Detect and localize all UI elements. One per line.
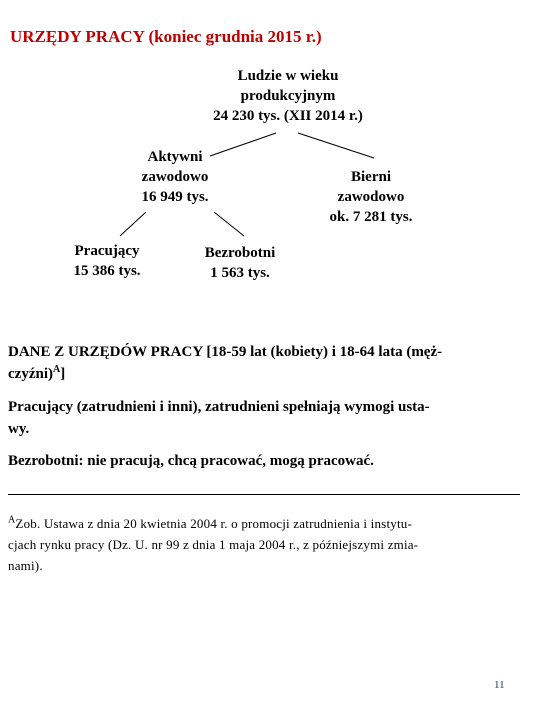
node-employed-line2: 15 386 tys. (73, 263, 141, 279)
paragraph-unemployed-definition (8, 450, 530, 472)
connector-active-employed (120, 212, 146, 236)
node-unemployed-line1: Bezrobotni (204, 245, 276, 261)
node-working-age-line2: produkcyjnym (240, 88, 336, 104)
paragraph-employed-line2: wy. (8, 421, 30, 437)
node-unemployed (190, 243, 290, 283)
paragraph-data-source-line1: DANE Z URZĘDÓW PRACY [18-59 lat (kobiety) i 18-64 lata (męż- (8, 344, 443, 360)
footnote-line3: nami). (8, 558, 43, 573)
node-working-age-line3: 24 230 tys. (XII 2014 r.) (213, 108, 363, 124)
paragraph-data-source-line2-close: ] (60, 366, 66, 382)
node-employed (56, 241, 158, 281)
footnote-line1 (8, 513, 530, 534)
node-economically-inactive (310, 167, 432, 227)
footnote (8, 513, 530, 576)
page-title: URZĘDY PRACY (koniec grudnia 2015 r.) (10, 27, 322, 46)
node-working-age (188, 66, 388, 126)
node-employed-line1: Pracujący (74, 243, 140, 259)
paragraph-data-source-line2-text: czyźni) (8, 366, 53, 382)
footnote-line2: cjach rynku pracy (Dz. U. nr 99 z dnia 1 maja 2004 r., z późniejszymi zmia- (8, 537, 419, 552)
node-working-age-line1: Ludzie w wieku (237, 68, 339, 84)
node-inactive-line3: ok. 7 281 tys. (329, 209, 413, 225)
paragraph-unemployed-line1: Bezrobotni: nie pracują, chcą pracować, mogą pracować. (8, 453, 374, 469)
footnote-separator (8, 494, 520, 495)
node-unemployed-line2: 1 563 tys. (210, 265, 270, 281)
footnote-reference: A (52, 364, 61, 375)
footnote-line1-text: Zob. Ustawa z dnia 20 kwietnia 2004 r. o promocji zatrudnienia i instytu- (15, 516, 412, 531)
node-economically-active (116, 147, 234, 207)
paragraph-employed-definition (8, 396, 530, 440)
connector-active-unemployed (214, 212, 244, 236)
connector-root-inactive (298, 133, 374, 158)
node-inactive-line2: zawodowo (337, 189, 405, 205)
footnote-marker: A (8, 514, 16, 526)
paragraph-data-source (8, 341, 530, 385)
page-number: 11 (494, 679, 505, 691)
node-inactive-line1: Bierni (351, 169, 391, 185)
paragraph-data-source-line2 (8, 363, 530, 385)
node-active-line3: 16 949 tys. (141, 189, 209, 205)
node-active-line2: zawodowo (141, 169, 209, 185)
paragraph-employed-line1: Pracujący (zatrudnieni i inni), zatrudnieni spełniają wymogi usta- (8, 399, 430, 415)
node-active-line1: Aktywni (147, 149, 203, 165)
